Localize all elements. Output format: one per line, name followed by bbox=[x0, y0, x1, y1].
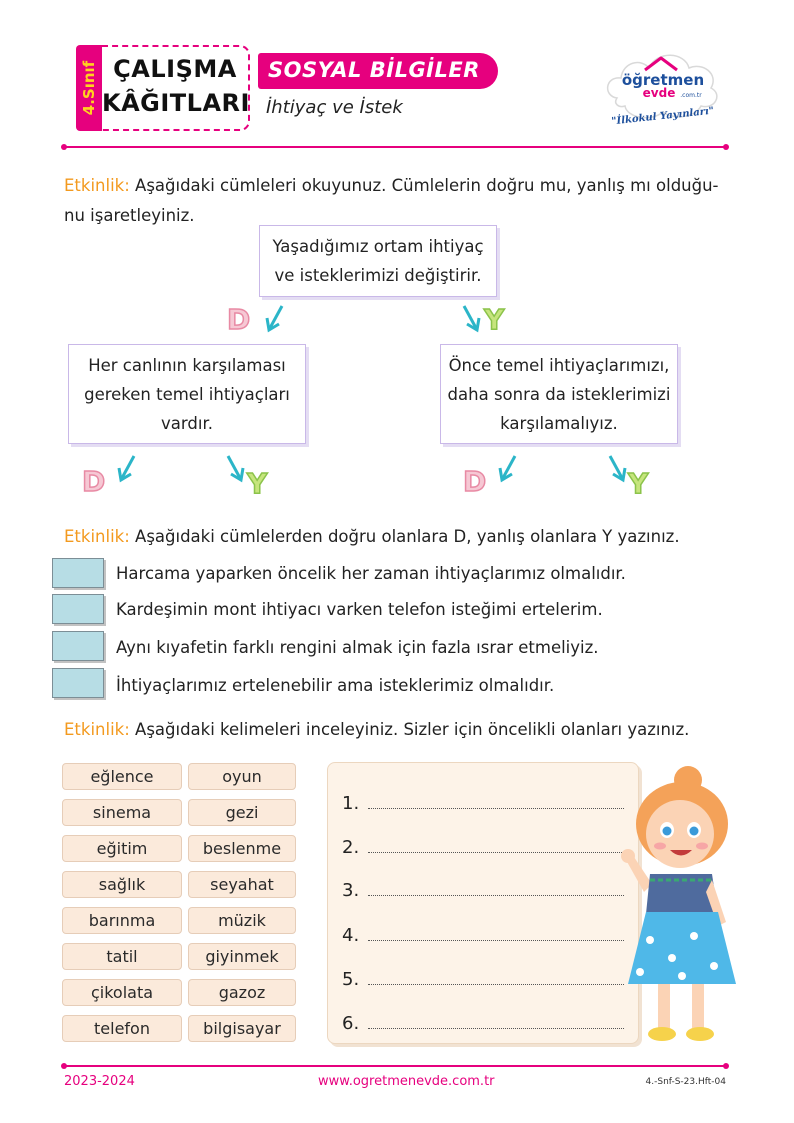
answer-box-2[interactable] bbox=[52, 594, 104, 624]
logo-brand-top: öğretmen bbox=[621, 71, 705, 89]
word-card: gazoz bbox=[188, 979, 296, 1006]
true-option-left[interactable]: D bbox=[82, 465, 106, 498]
word-card: eğitim bbox=[62, 835, 182, 862]
topic-title: İhtiyaç ve İstek bbox=[266, 97, 403, 118]
statement-4: İhtiyaçlarımız ertelenebilir ama isteklerimiz olmalıdır. bbox=[116, 676, 555, 695]
arrow-down-left-icon bbox=[495, 452, 519, 484]
answer-box-4[interactable] bbox=[52, 668, 104, 698]
answer-line-6[interactable] bbox=[368, 1027, 624, 1029]
false-option-left[interactable]: Y bbox=[247, 467, 268, 500]
activity2-label: Etkinlik: bbox=[64, 527, 130, 546]
word-card: sinema bbox=[62, 799, 182, 826]
arrow-down-right-icon bbox=[224, 452, 248, 484]
word-card: oyun bbox=[188, 763, 296, 790]
answer-line-number: 4. bbox=[342, 925, 360, 946]
statement-box-right: Önce temel ihtiyaçlarımızı, daha sonra da isteklerimizi karşılamalıyız. bbox=[440, 344, 678, 444]
title-line-2: KÂĞITLARI bbox=[102, 89, 250, 117]
word-card: gezi bbox=[188, 799, 296, 826]
answer-line-number: 6. bbox=[342, 1013, 360, 1034]
word-card: eğlence bbox=[62, 763, 182, 790]
header-divider bbox=[64, 146, 726, 148]
answer-line-1[interactable] bbox=[368, 807, 624, 809]
logo-brand-bottom: evde bbox=[642, 86, 676, 100]
activity1-label: Etkinlik: bbox=[64, 176, 130, 195]
word-card: seyahat bbox=[188, 871, 296, 898]
logo-domain: .com.tr bbox=[680, 92, 702, 99]
logo-tagline: "İlkokul Yayınları" bbox=[610, 105, 715, 128]
arrow-down-left-icon bbox=[262, 302, 286, 334]
grade-tab bbox=[76, 45, 102, 131]
true-option-right[interactable]: D bbox=[463, 465, 487, 498]
subject-banner bbox=[258, 53, 498, 89]
answer-box-3[interactable] bbox=[52, 631, 104, 661]
arrow-down-left-icon bbox=[114, 452, 138, 484]
worksheet-code: 4.-Snf-S-23.Hft-04 bbox=[645, 1077, 726, 1087]
arrow-down-right-icon bbox=[460, 302, 484, 334]
statement-box-top: Yaşadığımız ortam ihtiyaç ve isteklerimizi değiştirir. bbox=[259, 225, 497, 297]
word-card: bilgisayar bbox=[188, 1015, 296, 1042]
word-card: telefon bbox=[62, 1015, 182, 1042]
worksheet-title-box bbox=[102, 45, 250, 131]
activity3-instruction: Etkinlik: Aşağıdaki kelimeleri inceleyiniz. Sizler için öncelikli olanları yazınız. bbox=[64, 720, 690, 739]
word-card: giyinmek bbox=[188, 943, 296, 970]
subject-title: SOSYAL BİLGİLER bbox=[268, 58, 480, 82]
answer-line-2[interactable] bbox=[368, 851, 624, 853]
answer-line-number: 5. bbox=[342, 969, 360, 990]
grade-label: 4.Sınıf bbox=[80, 60, 98, 116]
word-card: sağlık bbox=[62, 871, 182, 898]
arrow-down-right-icon bbox=[606, 452, 630, 484]
statement-1: Harcama yaparken öncelik her zaman ihtiyaçlarımız olmalıdır. bbox=[116, 564, 626, 583]
website-link[interactable]: www.ogretmenevde.com.tr bbox=[318, 1074, 495, 1089]
answer-notebook bbox=[327, 762, 639, 1044]
false-option-top[interactable]: Y bbox=[484, 303, 505, 336]
answer-line-5[interactable] bbox=[368, 983, 624, 985]
activity3-label: Etkinlik: bbox=[64, 720, 130, 739]
answer-line-4[interactable] bbox=[368, 939, 624, 941]
statement-3: Aynı kıyafetin farklı rengini almak için fazla ısrar etmeliyiz. bbox=[116, 638, 599, 657]
false-option-right[interactable]: Y bbox=[628, 467, 649, 500]
publisher-logo bbox=[603, 40, 723, 132]
word-card: müzik bbox=[188, 907, 296, 934]
activity2-instruction: Etkinlik: Aşağıdaki cümlelerden doğru olanlara D, yanlış olanlara Y yazınız. bbox=[64, 527, 680, 546]
footer-divider bbox=[64, 1065, 726, 1067]
answer-line-number: 2. bbox=[342, 837, 360, 858]
answer-line-number: 3. bbox=[342, 880, 360, 901]
word-card: çikolata bbox=[62, 979, 182, 1006]
activity1-instruction: Etkinlik: Aşağıdaki cümleleri okuyunuz. Cümlelerin doğru mu, yanlış mı olduğu- nu işaretleyiniz. bbox=[64, 176, 719, 225]
statement-2: Kardeşimin mont ihtiyacı varken telefon isteğimi ertelerim. bbox=[116, 600, 603, 619]
word-card: barınma bbox=[62, 907, 182, 934]
true-option-top[interactable]: D bbox=[227, 303, 251, 336]
word-card: tatil bbox=[62, 943, 182, 970]
title-line-1: ÇALIŞMA bbox=[113, 55, 237, 83]
word-card: beslenme bbox=[188, 835, 296, 862]
answer-line-number: 1. bbox=[342, 793, 360, 814]
school-year: 2023-2024 bbox=[64, 1074, 135, 1089]
answer-box-1[interactable] bbox=[52, 558, 104, 588]
answer-line-3[interactable] bbox=[368, 894, 624, 896]
girl-illustration bbox=[610, 762, 740, 1052]
statement-box-left: Her canlının karşılaması gereken temel ihtiyaçları vardır. bbox=[68, 344, 306, 444]
